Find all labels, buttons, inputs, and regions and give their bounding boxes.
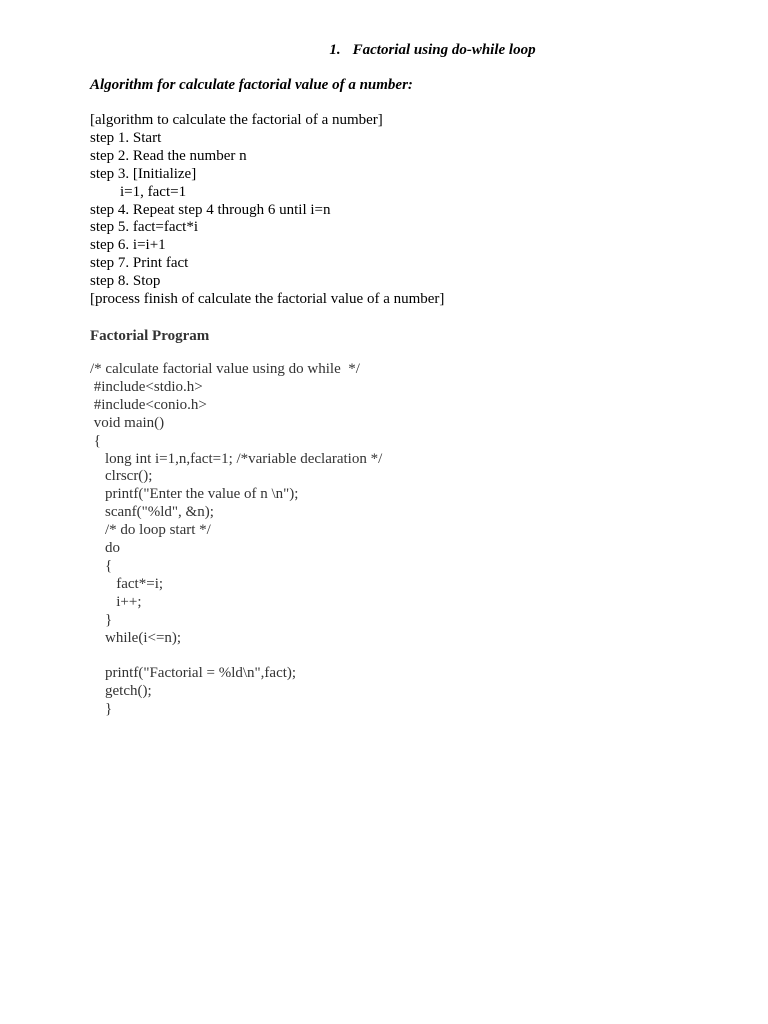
code-line: /* calculate factorial value using do while */: [90, 361, 360, 377]
code-line: fact*=i;: [90, 575, 164, 592]
program-title: Factorial Program: [90, 328, 210, 344]
section-heading: [0, 40, 768, 60]
program-code: [90, 361, 382, 719]
code-line: printf("Enter the value of n \n");: [90, 486, 299, 503]
algorithm-line: step 3. [Initialize]: [90, 165, 197, 182]
code-line: getch();: [90, 683, 152, 700]
code-line: {: [90, 557, 113, 574]
algorithm-line: step 4. Repeat step 4 through 6 until i=n: [90, 201, 331, 218]
code-line: #include<conio.h>: [90, 396, 207, 413]
code-line: clrscr();: [90, 468, 153, 485]
algorithm-line: step 1. Start: [90, 129, 162, 146]
code-line: long int i=1,n,fact=1; /*variable declaration */: [90, 450, 383, 467]
code-line: }: [90, 611, 113, 628]
algorithm-line: step 7. Print fact: [90, 255, 189, 272]
algorithm-title: Algorithm for calculate factorial value of a number:: [90, 77, 413, 93]
algorithm-line: [algorithm to calculate the factorial of a number]: [90, 112, 383, 128]
code-line: scanf("%ld", &n);: [90, 504, 214, 521]
section-heading-title: Factorial using do-while loop: [352, 42, 536, 58]
code-line: while(i<=n);: [90, 629, 182, 646]
code-line: do: [90, 540, 120, 557]
code-line: }: [90, 701, 113, 718]
code-line: void main(): [90, 414, 165, 431]
algorithm-line: step 6. i=i+1: [90, 237, 166, 254]
algorithm-line: [process finish of calculate the factorial value of a number]: [90, 291, 445, 308]
code-line: #include<stdio.h>: [90, 378, 203, 395]
code-line: [90, 648, 382, 666]
algorithm-line: i=1, fact=1: [90, 183, 187, 200]
code-line: /* do loop start */: [90, 522, 211, 539]
algorithm-line: step 5. fact=fact*i: [90, 219, 198, 236]
algorithm-line: step 8. Stop: [90, 273, 161, 290]
algorithm-steps: [90, 112, 444, 309]
code-line: i++;: [90, 593, 142, 610]
section-heading-number: 1.: [329, 42, 341, 58]
code-line: {: [90, 432, 101, 449]
code-line: printf("Factorial = %ld\n",fact);: [90, 665, 297, 682]
algorithm-line: step 2. Read the number n: [90, 147, 247, 164]
